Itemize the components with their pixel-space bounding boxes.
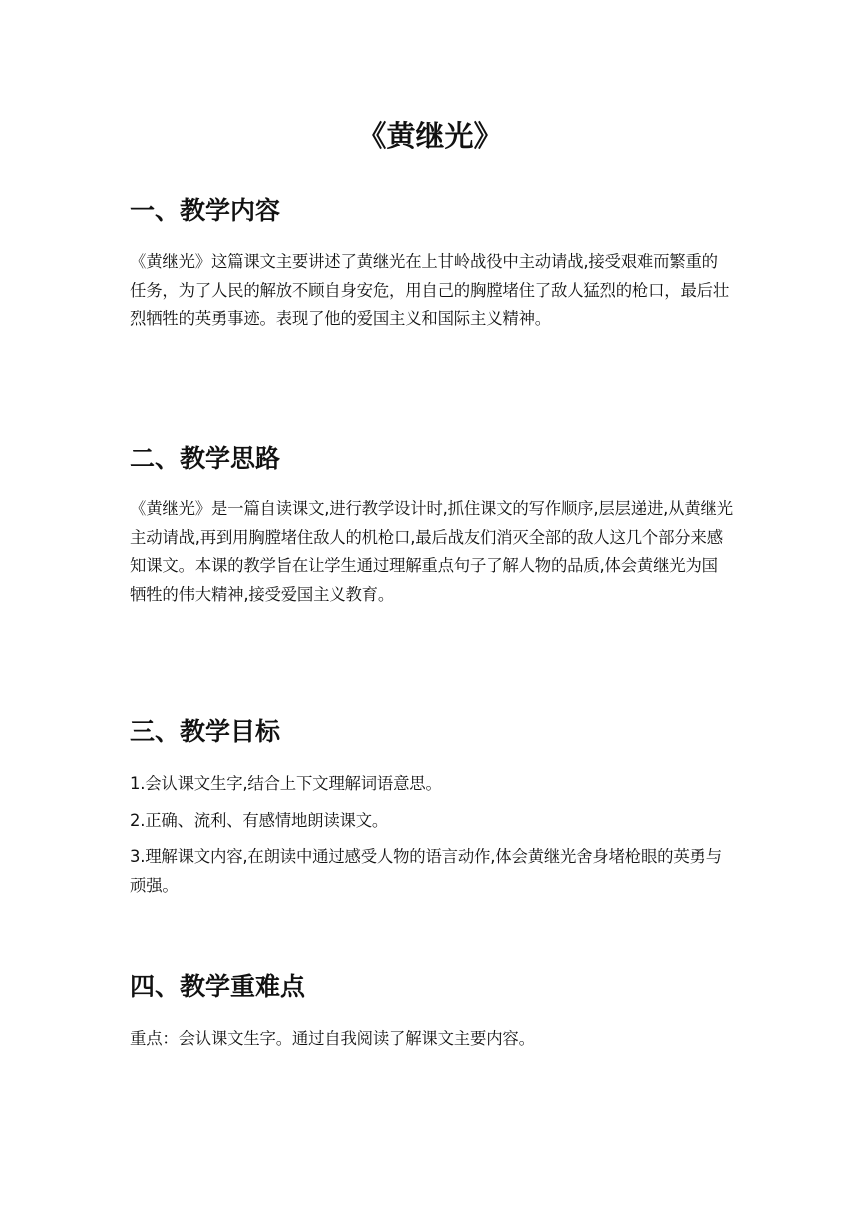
section-heading-content: 一、教学内容 bbox=[130, 196, 281, 225]
goal-item: 2.正确、流利、有感情地朗读课文。 bbox=[130, 811, 389, 830]
section-paragraph-approach: 《黄继光》是一篇自读课文,进行教学设计时,抓住课文的写作顺序,层层递进,从黄继光主动请战,再到用胸膛堵住敌人的机枪口,最后战友们消灭全部的敌人这几个部分来感知课文。本课的教学旨在让学生通过理解重点句子了解人物的品质,体会黄继光为国牺牲的伟大精神,接受爱国主义教育。 bbox=[130, 499, 733, 604]
section-heading-goals: 三、教学目标 bbox=[130, 717, 281, 746]
goal-item: 1.会认课文生字,结合上下文理解词语意思。 bbox=[130, 774, 442, 793]
document-title: 《黄继光》 bbox=[357, 119, 503, 153]
section-paragraph-key-points: 重点：会认课文生字。通过自我阅读了解课文主要内容。 bbox=[130, 1029, 535, 1048]
section-paragraph-content: 《黄继光》这篇课文主要讲述了黄继光在上甘岭战役中主动请战,接受艰难而繁重的任务，为了人民的解放不顾自身安危，用自己的胸膛堵住了敌人猛烈的枪口，最后壮烈牺牲的英勇事迹。表现了他的爱国主义和国际主义精神。 bbox=[130, 252, 730, 328]
section-heading-key-points: 四、教学重难点 bbox=[130, 972, 306, 1001]
section-heading-approach: 二、教学思路 bbox=[130, 444, 281, 473]
goal-item: 3.理解课文内容,在朗读中通过感受人物的语言动作,体会黄继光舍身堵枪眼的英勇与顽强。 bbox=[130, 847, 722, 895]
